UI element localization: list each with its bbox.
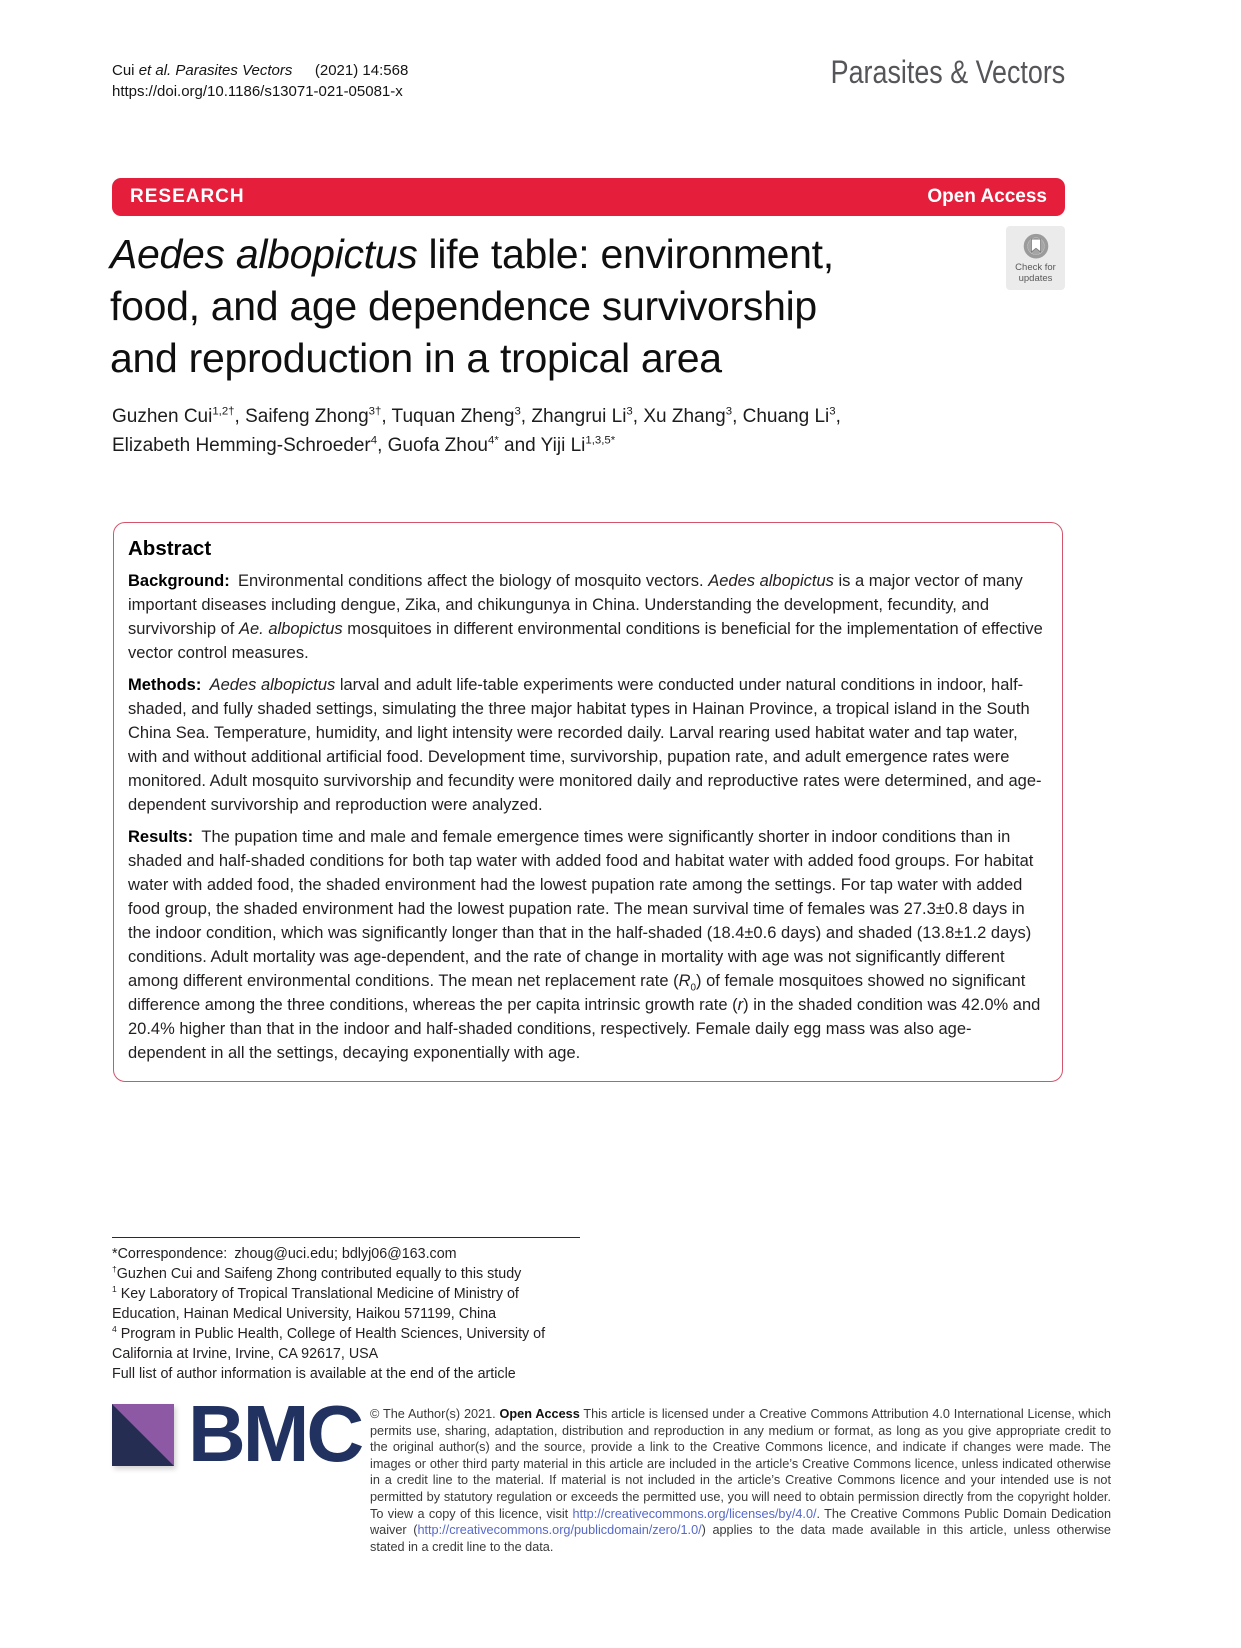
bmc-logo: [112, 1389, 362, 1478]
citation-block: [112, 60, 408, 102]
journal-name: Parasites & Vectors: [830, 54, 1065, 90]
crossmark-icon: [1021, 232, 1051, 262]
bmc-logo-mark-icon: [112, 1404, 174, 1466]
check-for-updates-label: Check for updates: [1015, 262, 1056, 284]
check-for-updates-button[interactable]: [1006, 226, 1065, 290]
article-type-banner: [112, 178, 1065, 216]
affiliation-1: $^1$ Key Laboratory of Tropical Translational Medicine of Ministry of Education, Hainan Medical University, Haikou 571199, China: [112, 1284, 519, 1322]
article-title: Aedes albopictus life table: environment, food, and age dependence survivorship and reproduction in a tropical area: [110, 231, 834, 381]
equal-contribution-note: †Guzhen Cui and Saifeng Zhong contributed equally to this study: [112, 1264, 522, 1282]
author-list: Guzhen Cui$^{1,2\dagger}$, Saifeng Zhong$^{3\dagger}$, Tuquan Zheng$^3$, Zhangrui Li$^3$, Xu Zhang$^3$, Chuang Li$^3$, Elizabeth Hemming-Schroeder$^4$, Guofa Zhou$^{4*}$ and Yiji $Li^{1,3,5*}$: [112, 405, 841, 456]
affiliation-4: $^4$ Program in Public Health, College of Health Sciences, University of California at Irvine, Irvine, CA 92617, USA: [112, 1324, 546, 1362]
abstract-heading: Abstract: [128, 537, 212, 560]
article-type-label: RESEARCH: [130, 186, 245, 207]
abstract-box: [113, 522, 1063, 1082]
bmc-logo-text: BMC: [188, 1389, 362, 1478]
correspondence-line: *Correspondence: zhoug@uci.edu; bdlyj06@163.com: [112, 1246, 457, 1262]
open-access-label: Open Access: [927, 186, 1047, 207]
author-info-note: Full list of author information is available at the end of the article: [112, 1366, 516, 1382]
footnote-block: [112, 1237, 580, 1384]
abstract-results: Results: The pupation time and male and female emergence times were significantly shorter in indoor conditions than in shaded and half-shaded conditions for both tap water with added food and habitat water with added food groups. For habitat water with added food, the shaded environment had the lowest pupation rate among the settings. For tap water with added food group, the shaded environment had the lowest pupation rate. The mean survival time of females was 27.3±0.8 days in the indoor condition, which was significantly longer than that in the half-shaded (18.4±0.6 days) and shaded (13.8±1.2 days) conditions. Adult mortality was age-dependent, and the rate of change in mortality with age was not significantly different among different environmental conditions. The mean net replacement rate $(R_0)$ of female mosquitoes showed no significant difference among the three conditions, whereas the per capita intrinsic growth rate (r) in the shaded condition was 42.0% and 20.4% higher than that in the indoor and half-shaded conditions, respectively. Female daily egg mass was also age-dependent in all the settings, decaying exponentially with age.: [128, 828, 1041, 1062]
copyright-text: © The Author(s) 2021. Open Access This article is licensed under a Creative Commons Attribution 4.0 International License, which permits use, sharing, adaptation, distribution and reproduction in any medium or format, as long as you give appropriate credit to the original author(s) and the source, provide a link to the Creative Commons licence, and indicate if changes were made. The images or other third party material in this article are included in the article’s Creative Commons licence, unless indicated otherwise in a credit line to the material. If material is not included in the article’s Creative Commons licence and your intended use is not permitted by statutory regulation or exceeds the permitted use, you will need to obtain permission directly from the copyright holder. To view a copy of this licence, visit http://creativecommons.org/licenses/by/4.0/. The Creative Commons Public Domain Dedication waiver (http://creativecommons.org/publicdomain/zero/1.0/) applies to the data made available in this article, unless otherwise stated in a credit line to the data.: [370, 1407, 1111, 1554]
abstract-background: Background: Environmental conditions affect the biology of mosquito vectors. Aedes albopictus is a major vector of many important diseases including dengue, Zika, and chikungunya in China. Understanding the development, fecundity, and survivorship of Ae. albopictus mosquitoes in different environmental conditions is beneficial for the implementation of effective vector control measures.: [128, 572, 1043, 662]
citation-line: Cui et al. Parasites Vectors (2021) 14:568: [112, 62, 409, 79]
abstract-methods: Methods: Aedes albopictus larval and adult life-table experiments were conducted under natural conditions in indoor, half-shaded, and fully shaded settings, simulating the three major habitat types in Hainan Province, a tropical island in the South China Sea. Temperature, humidity, and light intensity were recorded daily. Larval rearing used habitat water and tap water, with and without additional artificial food. Development time, survivorship, pupation rate, and adult emergence rates were monitored. Adult mosquito survivorship and fecundity were monitored daily and reproductive rates were determined, and age-dependent survivorship and reproduction were analyzed.: [128, 676, 1042, 814]
external-link[interactable]: http://creativecommons.org/licenses/by/4.0/: [572, 1506, 817, 1521]
external-link[interactable]: http://creativecommons.org/publicdomain/zero/1.0/: [417, 1523, 702, 1538]
doi-line: https://doi.org/10.1186/s13071-021-05081-x: [112, 83, 403, 100]
